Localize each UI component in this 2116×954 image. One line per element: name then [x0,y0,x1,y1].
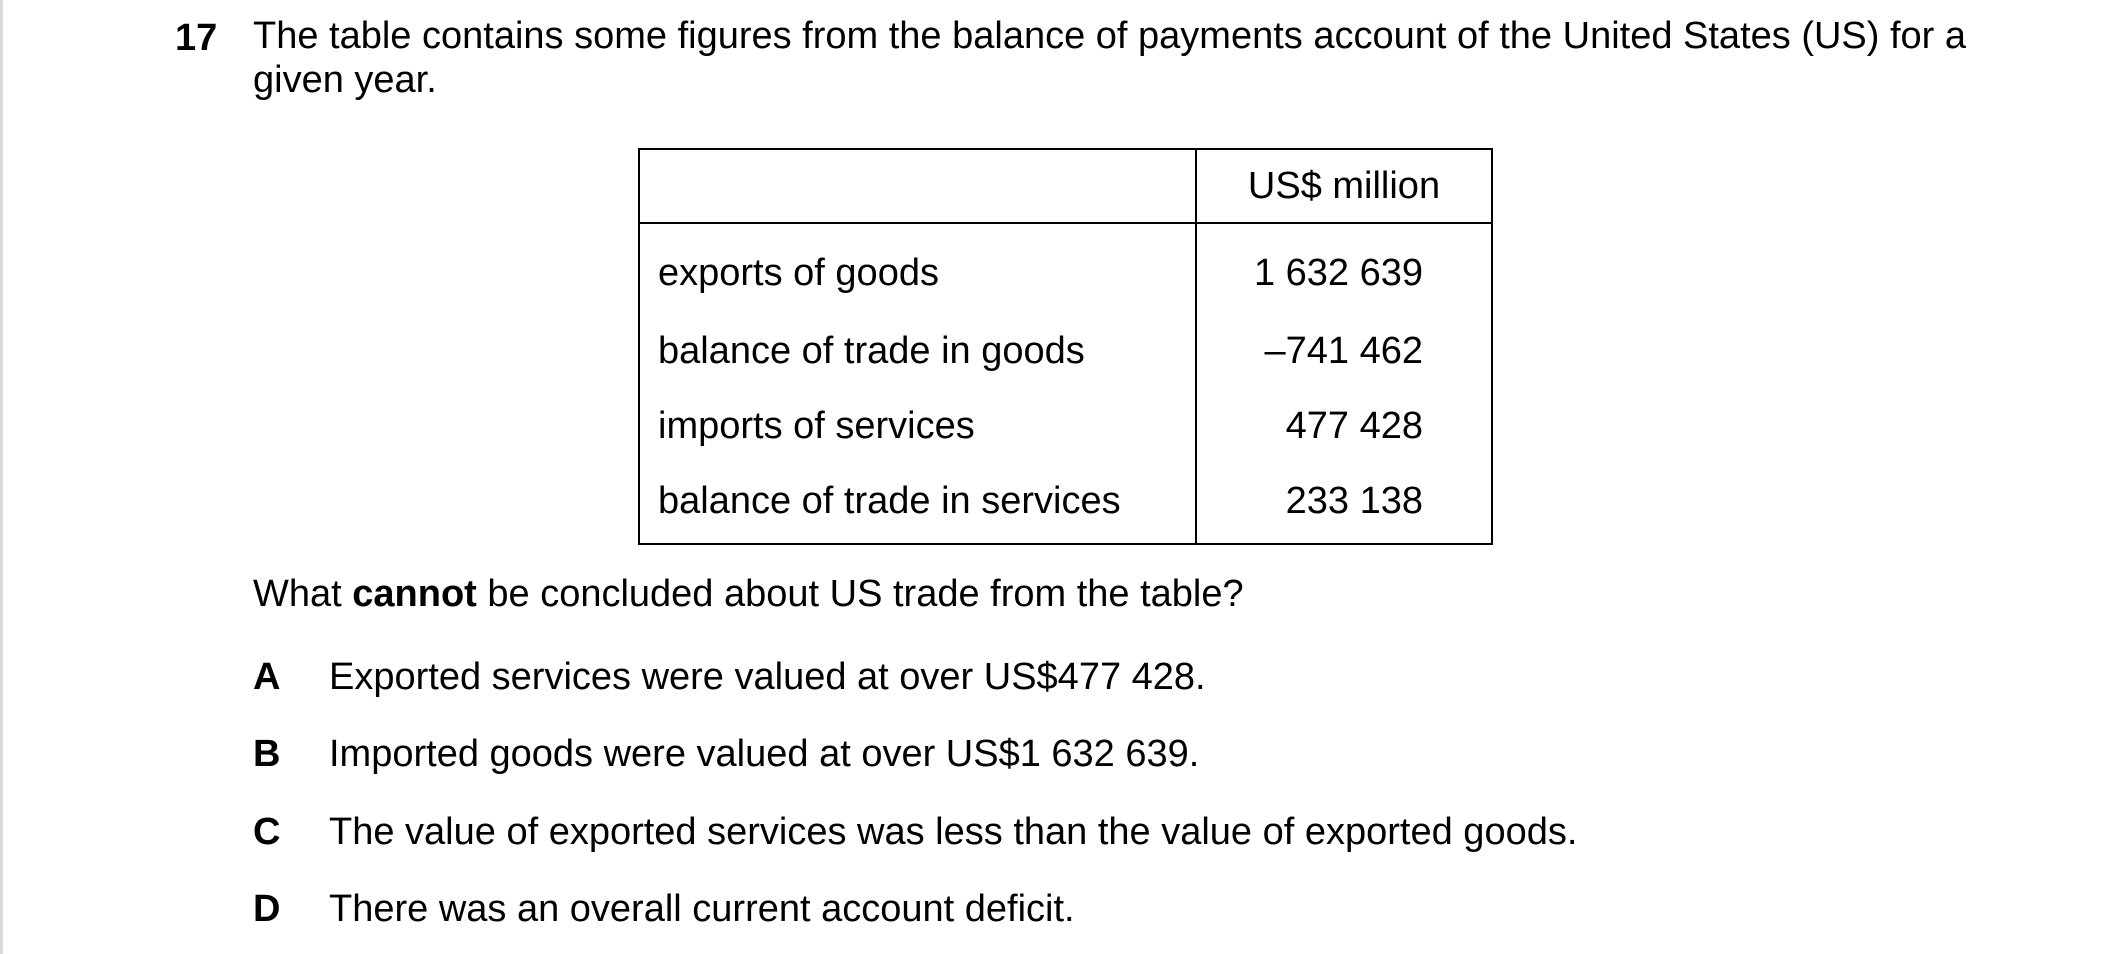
table-header-row [639,149,1492,223]
option-text: The value of exported services was less than the value of exported goods. [329,811,1578,853]
question-stem: The table contains some figures from the balance of payments account of the United States (US) for a given year. [253,15,1967,101]
table-header-blank-cell [639,149,1196,223]
table-row [639,314,1492,389]
table-column-header: US$ million [1196,149,1492,223]
page-edge [0,0,3,954]
option-text: There was an overall current account deficit. [329,888,1075,930]
table-row-label: exports of goods [639,223,1196,314]
table-row-value: 233 138 [1196,464,1492,544]
table-row-label: balance of trade in goods [639,314,1196,389]
option-letter: D [253,888,281,930]
option-text: Exported services were valued at over US$477 428. [329,656,1206,698]
option-letter: C [253,811,281,853]
prompt-text-before: What [253,573,353,615]
table-row-value: –741 462 [1196,314,1492,389]
table-row-label: balance of trade in services [639,464,1196,544]
balance-of-payments-table [638,148,1493,545]
table-row-label: imports of services [639,389,1196,464]
prompt-text-after: be concluded about US trade from the table? [476,573,1244,615]
option-letter: B [253,733,281,775]
option-letter: A [253,656,281,698]
question-prompt [253,570,1244,618]
table-row-value: 1 632 639 [1196,223,1492,314]
prompt-emphasis: cannot [352,573,477,615]
question-number: 17 [175,17,218,59]
table-row [639,464,1492,544]
table-row-value: 477 428 [1196,389,1492,464]
table-row [639,223,1492,314]
option-text: Imported goods were valued at over US$1 632 639. [329,733,1200,775]
table-row [639,389,1492,464]
